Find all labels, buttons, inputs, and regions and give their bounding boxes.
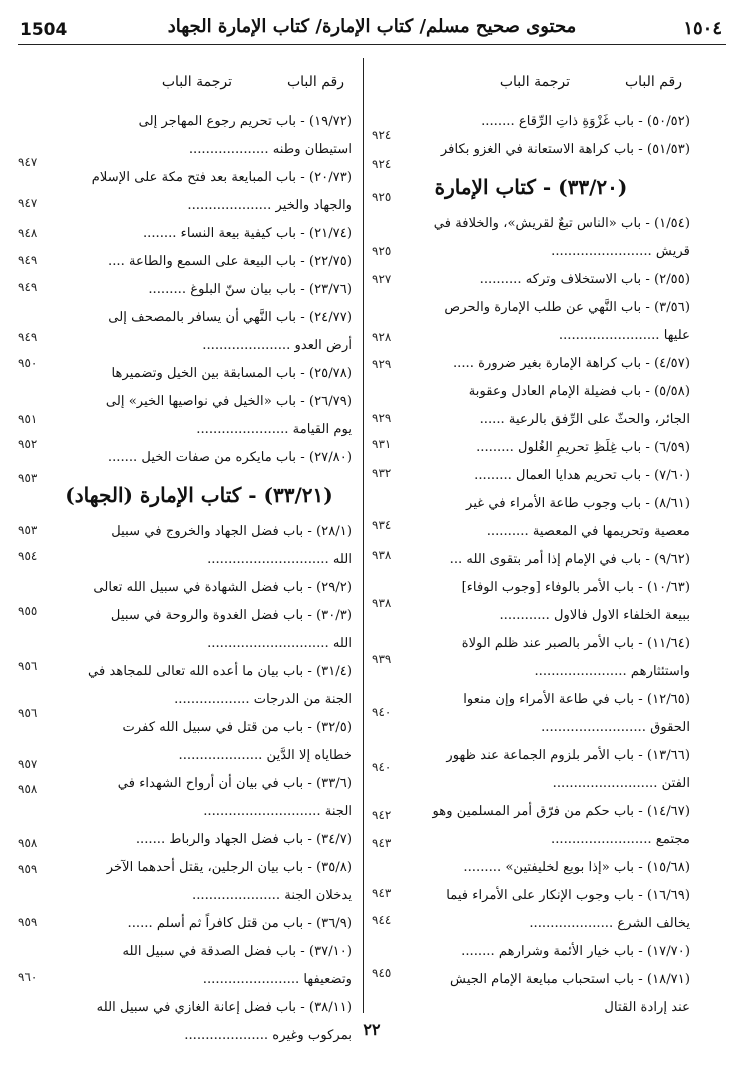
toc-entry: (١/٥٤) - باب «الناس تبعٌ لقريش»، والخلافة في [433,216,690,231]
toc-entry: (١٨/٧١) - باب استحباب مبايعة الإمام الجيش [450,972,690,987]
toc-entry: (٢٩/٢) - باب فضل الشهادة في سبيل الله تعالى [93,580,352,595]
toc-entry: الله ............................. [207,552,352,567]
toc-entry: أرض العدو ..................... [202,338,352,353]
toc-entry: (٧/٦٠) - باب تحريم هدايا العمال ......... [474,468,690,483]
toc-entry: (١٠/٦٣) - باب الأمر بالوفاء [وجوب الوفاء] [461,580,690,595]
column-header-number: رقم الباب [286,74,344,90]
header-page-number-latin: 1504 [20,20,68,40]
toc-entry: عليها ........................ [558,328,690,343]
toc-entry: واستئثارهم ...................... [534,664,690,679]
toc-entry: (٢٠/٧٣) - باب المبايعة بعد فتح مكة على الإسلام [91,170,352,185]
toc-page-number: ٩٤٠ [372,760,392,774]
toc-page-number: ٩٥٩ [18,915,38,929]
toc-entry: (١٦/٦٩) - باب وجوب الإنكار على الأمراء فيما [446,888,690,903]
toc-entry: (١٩/٧٢) - باب تحريم رجوع المهاجر إلى [138,114,352,129]
toc-page-number: ٩٢٤ [372,128,392,142]
toc-entry: (٥/٥٨) - باب فضيلة الإمام العادل وعقوبة [468,384,690,399]
toc-page-number: ٩٤٣ [372,886,392,900]
toc-entry: يخالف الشرع .................... [529,916,690,931]
toc-entry: مجتمع ........................ [551,832,690,847]
toc-entry: يوم القيامة ...................... [196,422,352,437]
toc-page-number: ٩٤٧ [18,155,38,169]
toc-entry: (٢٨/١) - باب فضل الجهاد والخروج في سبيل [111,524,352,539]
column-header-title: ترجمة الباب [499,74,570,90]
toc-entry: (٩/٦٢) - باب في الإمام إذا أمر بتقوى الله ... [449,552,690,567]
toc-page-number: ٩٣٨ [372,548,392,562]
toc-entries [46,108,352,1050]
toc-page-number: ٩٣٨ [372,596,392,610]
toc-entry: والجهاد والخير .................... [187,198,352,213]
toc-entry: قريش ........................ [551,244,690,259]
toc-entry: (٣٦/٩) - باب من قتل كافراً ثم أسلم ...... [127,916,352,931]
header-rule [18,44,726,45]
toc-page-number: ٩٥٣ [18,523,38,537]
toc-page-number: ٩٤٥ [372,966,392,980]
toc-page-number: ٩٢٨ [372,330,392,344]
toc-page-number: ٩٤٨ [18,226,38,240]
toc-entry: (٣/٥٦) - باب النَّهي عن طلب الإمارة والحرص [444,300,690,315]
toc-entry: (٣٥/٨) - باب بيان الرجلين، يقتل أحدهما الآخر [106,860,352,875]
toc-page-number: ٩٥٦ [18,659,38,673]
column-header-number: رقم الباب [624,74,682,90]
toc-page-number: ٩٥٨ [18,836,38,850]
toc-entry: معصية وتحريمها في المعصية .......... [486,524,690,539]
toc-page-number: ٩٥٦ [18,706,38,720]
toc-page-number: ٩٤٤ [372,913,392,927]
column-header-title: ترجمة الباب [161,74,232,90]
toc-entry: (٢١/٧٤) - باب كيفية بيعة النساء ........ [142,226,352,241]
toc-page-number: ٩٢٥ [372,190,392,204]
header-title: محتوى صحيح مسلم/ كتاب الإمارة/ كتاب الإمارة الجهاد [167,16,577,37]
toc-entry: (٣٨/١١) - باب فضل إعانة الغازي في سبيل الله [96,1000,352,1015]
toc-entry: (٦/٥٩) - باب غِلَظِ تحريمِ الغُلول ......... [476,440,690,455]
toc-page-number: ٩٤٢ [372,808,392,822]
toc-entry: (٢٧/٨٠) - باب مايكره من صفات الخيل ....... [107,450,352,465]
toc-entry: (٣٧/١٠) - باب فضل الصدقة في سبيل الله [122,944,352,959]
toc-entry: الحقوق ......................... [541,720,690,735]
toc-entry: الله ............................. [207,636,352,651]
toc-column-right [372,62,690,1022]
toc-page-number: ٩٥٢ [18,437,38,451]
toc-page-number: ٩٤٩ [18,330,38,344]
toc-entry: (٤/٥٧) - باب كراهة الإمارة بغير ضرورة ..... [452,356,690,371]
toc-page-number: ٩٥٣ [18,471,38,485]
column-header [372,62,690,108]
toc-entry: (٢٢/٧٥) - باب البيعة على السمع والطاعة .... [108,254,352,269]
toc-entry: (٢٦/٧٩) - باب «الخيل في نواصيها الخير» إلى [105,394,352,409]
toc-entry: (٨/٦١) - باب وجوب طاعة الأمراء في غير [466,496,690,511]
toc-page-number: ٩٥٤ [18,549,38,563]
toc-entry: (٣٠/٣) - باب فضل الغدوة والروحة في سبيل [110,608,352,623]
toc-entry: (٣٣/٢١) - كتاب الإمارة (الجهاد) [65,483,333,507]
toc-entry: (١١/٦٤) - باب الأمر بالصبر عند ظلم الولاة [461,636,690,651]
header-page-number-arabic: ١٥٠٤ [683,18,722,39]
toc-page-number: ٩٤٠ [372,705,392,719]
toc-entry: (٥٠/٥٢) - باب غَزْوَةِ ذاتِ الرِّقاع ........ [481,114,690,129]
toc-page-number: ٩٢٧ [372,272,392,286]
toc-entry: الجائر، والحثّ على الرِّفق بالرعية ...... [479,412,690,427]
toc-page-number: ٩٣١ [372,437,392,451]
column-header [46,62,352,108]
toc-page-number: ٩٦٠ [18,970,38,984]
page-header [18,6,726,46]
toc-page-number: ٩٢٩ [372,357,392,371]
toc-entry: الجنة ............................ [203,804,352,819]
toc-page-number: ٩٥١ [18,412,38,426]
toc-page-number: ٩٣٢ [372,466,392,480]
toc-entry: خطاياه إلا الدَّين .................... [178,748,352,763]
toc-entry: ببيعة الخلفاء الاول فالاول ............ [499,608,690,623]
toc-column-left [46,62,352,1050]
toc-page-number: ٩٥٨ [18,782,38,796]
toc-entry: (٣٢/٥) - باب من قتل في سبيل الله كفرت [122,720,352,735]
toc-entry: يدخلان الجنة ..................... [192,888,352,903]
toc-entry: (٣٣/٦) - باب في بيان أن أرواح الشهداء في [117,776,352,791]
toc-entry: (١٧/٧٠) - باب خيار الأئمة وشرارهم ........ [461,944,690,959]
toc-entry: الجنة من الدرجات .................. [174,692,352,707]
toc-entry: (١٥/٦٨) - باب «إذا بويع لخليفتين» ......... [463,860,690,875]
toc-page-number: ٩٢٥ [372,244,392,258]
toc-page-number: ٩٥٧ [18,757,38,771]
toc-entry: (١٣/٦٦) - باب الأمر بلزوم الجماعة عند ظهور [446,748,690,763]
toc-page-number: ٩٤٣ [372,836,392,850]
toc-page-number: ٩٣٤ [372,518,392,532]
toc-entry: (١٢/٦٥) - باب في طاعة الأمراء وإن منعوا [463,692,690,707]
toc-page-number: ٩٤٧ [18,196,38,210]
toc-entry: (٣٤/٧) - باب فضل الجهاد والرباط ....... [135,832,352,847]
toc-page-number: ٩٣٩ [372,652,392,666]
toc-page-number: ٩٥٩ [18,862,38,876]
toc-page-number: ٩٤٩ [18,253,38,267]
toc-entry: (٢/٥٥) - باب الاستخلاف وتركه .......... [479,272,690,287]
page-footer-number: ٢٢ [363,1020,381,1039]
toc-entry: عند إرادة القتال [604,1000,690,1015]
toc-entries [372,108,690,1022]
toc-page-number: ٩٢٤ [372,157,392,171]
toc-entry: (٢٤/٧٧) - باب النَّهي أن يسافر بالمصحف إلى [108,310,352,325]
toc-entry: الفتن ......................... [552,776,690,791]
toc-page-number: ٩٥٥ [18,604,38,618]
toc-page-number: ٩٢٩ [372,411,392,425]
column-divider [363,58,364,1013]
toc-entry: (٣١/٤) - باب بيان ما أعده الله تعالى للمجاهد في [88,664,352,679]
toc-entry: (٥١/٥٣) - باب كراهة الاستعانة في الغزو بكافر [440,142,690,157]
toc-page-number: ٩٥٠ [18,356,38,370]
toc-page-number: ٩٤٩ [18,280,38,294]
toc-entry: (٢٣/٧٦) - باب بيان سنّ البلوغ ......... [148,282,352,297]
toc-entry: بمركوب وغيره .................... [184,1028,352,1043]
toc-entry: (٣٣/٢٠) - كتاب الإمارة [434,175,628,199]
toc-entry: (٢٥/٧٨) - باب المسابقة بين الخيل وتضميرها [111,366,352,381]
toc-entry: وتضعيفها ....................... [202,972,352,987]
toc-entry: استيطان وطنه ................... [188,142,352,157]
toc-entry: (١٤/٦٧) - باب حكم من فرّق أمر المسلمين وهو [432,804,690,819]
